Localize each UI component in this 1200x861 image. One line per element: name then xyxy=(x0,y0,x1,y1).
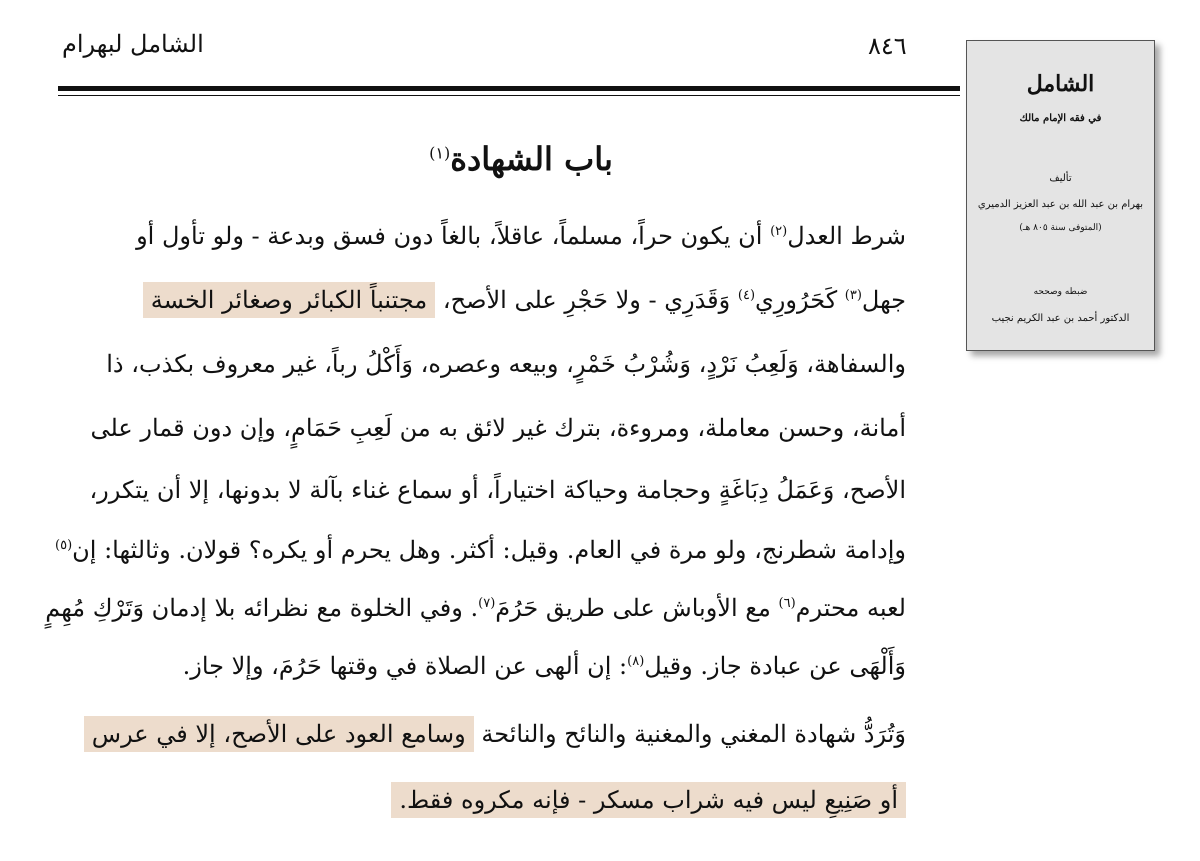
text-line-3: والسفاهة، وَلَعِبُ نَرْدٍ، وَشُرْبُ خَمْرٍ، وبيعه وعصره، وَأَكْلُ رباً، غير معروف بكذب، ذا xyxy=(106,350,906,378)
cover-title: الشامل xyxy=(1026,71,1095,97)
cover-author: بهرام بن عبد الله بن عبد العزيز الدميري xyxy=(977,199,1144,210)
text-span: مع الأوباش على طريق حَرُمَ xyxy=(495,594,779,622)
text-line-4: أمانة، وحسن معاملة، ومروءة، بترك غير لائق به من لَعِبِ حَمَامٍ، وإن دون قمار على xyxy=(90,414,906,442)
cover-subtitle: في فقه الإمام مالك xyxy=(1019,113,1102,124)
footnote-marker: (٢) xyxy=(770,224,788,239)
highlighted-phrase: أو صَنِيعِ ليس فيه شراب مسكر - فإنه مكروه فقط. xyxy=(391,782,906,818)
cover-editor: الدكتور أحمد بن عبد الكريم نجيب xyxy=(991,313,1130,324)
chapter-title-text: باب الشهادة xyxy=(450,140,613,178)
text-span: وَتُرَدُّ شهادة المغني والمغنية والنائح والنائحة xyxy=(473,720,906,748)
text-line-8 xyxy=(183,652,906,680)
text-span: وَأَلْهَى عن عبادة جاز. وقيل xyxy=(644,652,906,680)
chapter-title xyxy=(418,140,624,178)
text-line-9 xyxy=(84,720,906,748)
highlighted-phrase: وسامع العود على الأصح، إلا في عرس xyxy=(84,716,474,752)
footnote-marker: (٣) xyxy=(844,288,862,303)
text-line-2 xyxy=(143,286,906,314)
text-span: أن يكون حراً، مسلماً، عاقلاً، بالغاً دون فسق وبدعة - ولو تأول أو xyxy=(136,222,771,250)
header-rule-thin xyxy=(58,95,960,96)
text-span: . وفي الخلوة مع نظرائه بلا إدمان وَتَرْكِ مُهِمٍ xyxy=(45,594,479,622)
text-line-1 xyxy=(26,222,906,250)
footnote-marker: (٤) xyxy=(737,288,756,303)
text-span: : إن ألهى عن الصلاة في وقتها حَرُمَ، وإلا جاز. xyxy=(182,652,628,680)
highlighted-phrase: مجتنباً الكبائر وصغائر الخسة xyxy=(143,282,436,318)
header-rule-thick xyxy=(58,86,960,91)
text-line-6 xyxy=(26,536,906,564)
text-span: وإدامة شطرنج، ولو مرة في العام. وقيل: أكثر. وهل يحرم أو يكره؟ قولان. وثالثها: إن xyxy=(72,536,906,564)
text-line-7 xyxy=(26,594,906,622)
footnote-marker: (٨) xyxy=(627,654,645,669)
text-span: جهل xyxy=(861,286,906,314)
cover-editor-label: ضبطه وصححه xyxy=(1033,287,1088,297)
page-number: ٨٤٦ xyxy=(868,32,907,60)
cover-death-date: (المتوفى سنة ٨٠٥ هـ) xyxy=(1019,223,1102,233)
book-cover-thumbnail xyxy=(966,40,1155,351)
text-line-5: الأصح، وَعَمَلُ دِبَاغَةٍ وحجامة وحياكة اختياراً، أو سماع غناء بآلة لا بدونها، إلا أن يتكرر، xyxy=(89,476,906,504)
text-span: كَحَرُورِي xyxy=(755,286,845,314)
text-span: لعبه محترم xyxy=(795,594,906,622)
text-line-10 xyxy=(391,786,906,814)
cover-author-label: تأليف xyxy=(1049,173,1072,184)
footnote-marker: (٦) xyxy=(778,596,796,611)
footnote-marker: (٥) xyxy=(55,538,73,553)
footnote-marker: (١) xyxy=(429,143,451,163)
running-title: الشامل لبهرام xyxy=(62,30,204,58)
footnote-marker: (٧) xyxy=(478,596,496,611)
text-span: شرط العدل xyxy=(787,222,906,250)
text-span: وَقَدَرِي - ولا حَجْرِ على الأصح، xyxy=(435,286,738,314)
